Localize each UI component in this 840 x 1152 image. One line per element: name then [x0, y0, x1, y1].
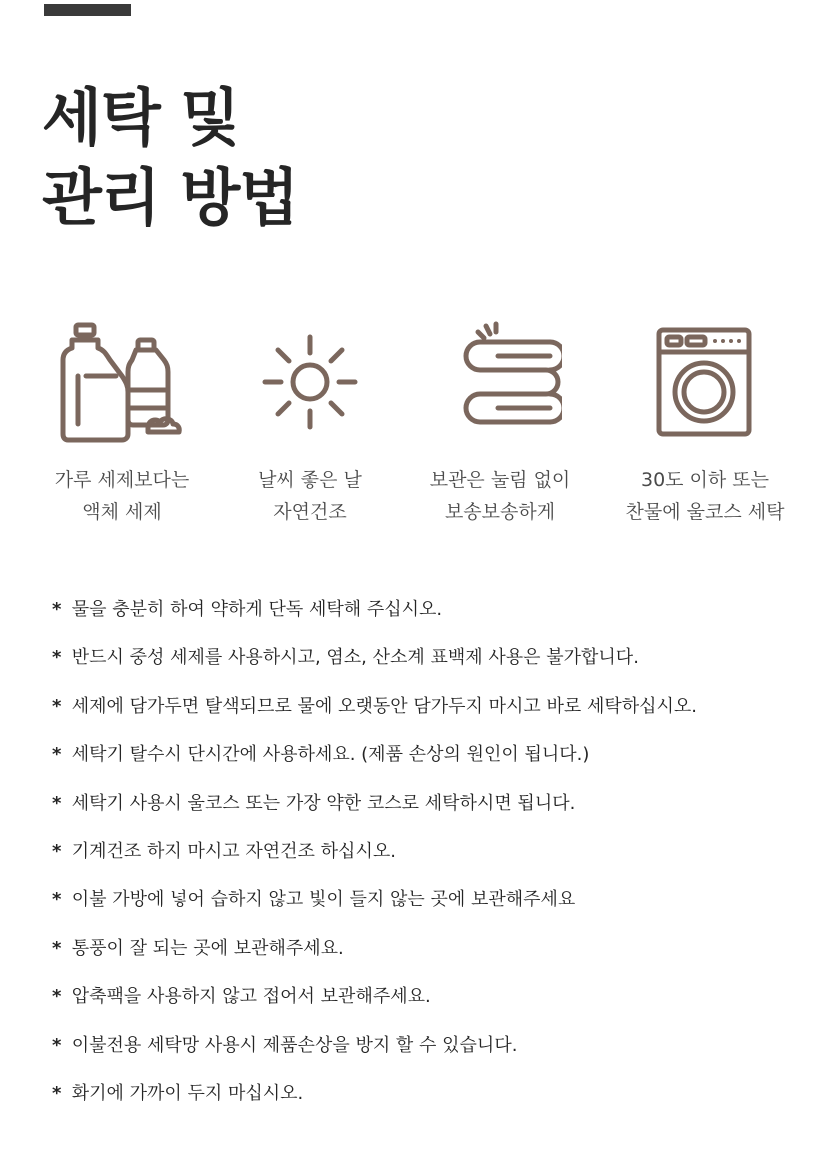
caption-line-1: 날씨 좋은 날: [258, 469, 362, 491]
folded-blanket-icon: [438, 320, 562, 444]
care-caption-storage: [400, 464, 600, 528]
list-item: [52, 646, 812, 694]
sun-icon: [248, 320, 372, 444]
page-title: [42, 78, 542, 238]
care-item-wash: [605, 318, 805, 528]
care-item-storage: [400, 318, 600, 528]
list-item: [52, 1034, 812, 1082]
list-item: [52, 888, 812, 936]
note-text: 세탁기 사용시 울코스 또는 가장 약한 코스로 세탁하시면 됩니다.: [71, 792, 576, 814]
care-caption-detergent: [22, 464, 222, 528]
detergent-bottles-icon: [60, 320, 184, 444]
page-title-line-2: 관리 방법: [42, 161, 299, 234]
top-accent-bar: [44, 4, 131, 16]
caption-line-1: 30도 이하 또는: [640, 469, 770, 491]
note-text: 압축팩을 사용하지 않고 접어서 보관해주세요.: [71, 986, 431, 1008]
note-bullet: *: [52, 599, 62, 620]
caption-line-2: 찬물에 울코스 세탁: [625, 501, 785, 523]
care-notes-list: [52, 598, 812, 1130]
list-item: [52, 695, 812, 743]
note-bullet: *: [52, 986, 62, 1008]
list-item: [52, 985, 812, 1033]
note-text: 세탁기 탈수시 단시간에 사용하세요. (제품 손상의 원인이 됩니다.): [71, 744, 590, 766]
caption-line-2: 보송보송하게: [444, 501, 556, 523]
note-text: 화기에 가까이 두지 마십시오.: [71, 1082, 304, 1104]
washing-machine-icon: [643, 320, 767, 444]
note-bullet: *: [52, 647, 62, 669]
care-item-sun-dry: [210, 318, 410, 528]
list-item: [52, 1082, 812, 1130]
list-item: [52, 792, 812, 840]
note-bullet: *: [52, 840, 62, 862]
list-item: [52, 840, 812, 888]
list-item: [52, 937, 812, 985]
note-bullet: *: [52, 1034, 62, 1056]
care-item-detergent: [22, 318, 222, 528]
note-text: 물을 충분히 하여 약하게 단독 세탁해 주십시오.: [71, 599, 443, 620]
list-item: [52, 743, 812, 791]
note-bullet: *: [52, 937, 62, 959]
page-title-line-1: 세탁 및: [42, 81, 240, 154]
note-bullet: *: [52, 1082, 62, 1104]
note-bullet: *: [52, 695, 62, 717]
note-text: 이불전용 세탁망 사용시 제품손상을 방지 할 수 있습니다.: [71, 1034, 518, 1056]
note-text: 통풍이 잘 되는 곳에 보관해주세요.: [71, 937, 344, 959]
note-bullet: *: [52, 744, 62, 766]
note-text: 반드시 중성 세제를 사용하시고, 염소, 산소계 표백제 사용은 불가합니다.: [71, 647, 639, 669]
care-icons-row: [0, 318, 840, 548]
care-caption-sun-dry: [210, 464, 410, 528]
care-caption-wash: [605, 464, 805, 528]
caption-line-1: 가루 세제보다는: [54, 469, 190, 491]
note-text: 세제에 담가두면 탈색되므로 물에 오랫동안 담가두지 마시고 바로 세탁하십시오.: [71, 695, 698, 717]
caption-line-1: 보관은 눌림 없이: [429, 469, 571, 491]
list-item: [52, 598, 812, 646]
caption-line-2: 자연건조: [273, 501, 347, 523]
note-text: 이불 가방에 넣어 습하지 않고 빛이 들지 않는 곳에 보관해주세요: [71, 889, 576, 911]
note-bullet: *: [52, 889, 62, 911]
caption-line-2: 액체 세제: [82, 501, 162, 523]
note-text: 기계건조 하지 마시고 자연건조 하십시오.: [71, 840, 396, 862]
note-bullet: *: [52, 792, 62, 814]
